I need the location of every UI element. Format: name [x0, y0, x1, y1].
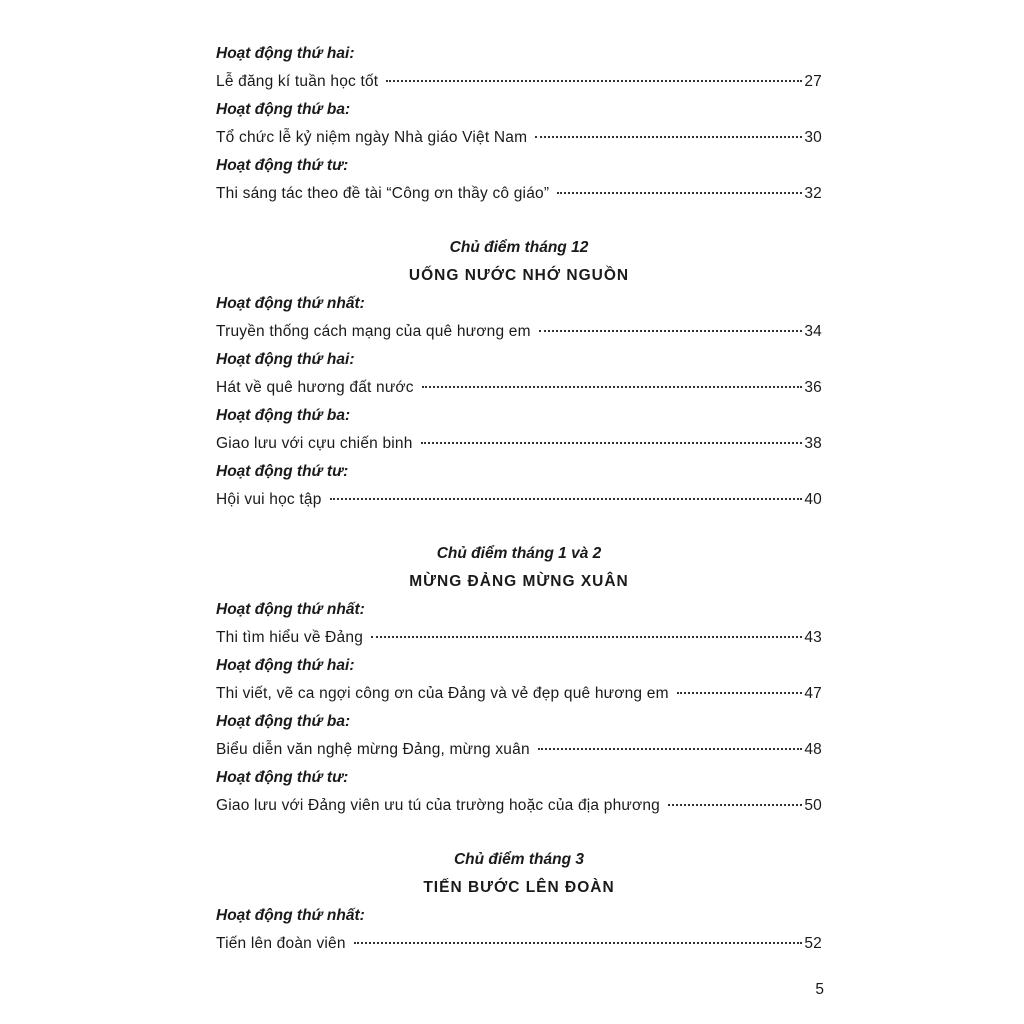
dot-leader — [539, 330, 803, 332]
activity-label: Hoạt động thứ tư: — [216, 157, 349, 174]
entry-title: Truyền thống cách mạng của quê hương em — [216, 323, 531, 340]
entry-page-number: 40 — [804, 491, 822, 508]
toc-intro-group — [216, 40, 822, 208]
entry-page-number: 36 — [804, 379, 822, 396]
entry-title: Giao lưu với cựu chiến binh — [216, 435, 413, 452]
activity-label: Hoạt động thứ hai: — [216, 351, 355, 368]
toc-entry[interactable] — [216, 736, 822, 764]
entry-page-number: 30 — [804, 129, 822, 146]
dot-leader — [422, 386, 803, 388]
toc-section-january-february — [216, 540, 822, 820]
toc-entry[interactable] — [216, 792, 822, 820]
toc-item — [216, 346, 822, 402]
dot-leader — [386, 80, 802, 82]
dot-leader — [354, 942, 803, 944]
entry-title: Giao lưu với Đảng viên ưu tú của trường hoặc của địa phương — [216, 797, 660, 814]
toc-item — [216, 152, 822, 208]
toc-section-december — [216, 234, 822, 514]
toc-entry[interactable] — [216, 68, 822, 96]
section-heading: Chủ điểm tháng 12 — [449, 239, 589, 256]
section-heading: Chủ điểm tháng 1 và 2 — [436, 545, 602, 562]
section-title: MỪNG ĐẢNG MỪNG XUÂN — [409, 573, 629, 590]
toc-item — [216, 708, 822, 764]
activity-label: Hoạt động thứ tư: — [216, 769, 349, 786]
section-header — [216, 846, 822, 902]
section-header — [216, 540, 822, 596]
entry-page-number: 38 — [804, 435, 822, 452]
toc-entry[interactable] — [216, 430, 822, 458]
activity-label: Hoạt động thứ hai: — [216, 45, 355, 62]
entry-title: Hát về quê hương đất nước — [216, 379, 414, 396]
toc-entry[interactable] — [216, 318, 822, 346]
toc-item — [216, 596, 822, 652]
toc-entry[interactable] — [216, 930, 822, 958]
activity-label: Hoạt động thứ nhất: — [216, 907, 365, 924]
activity-label: Hoạt động thứ nhất: — [216, 295, 365, 312]
entry-page-number: 48 — [804, 741, 822, 758]
entry-page-number: 43 — [804, 629, 822, 646]
spacer — [216, 820, 822, 846]
toc-item — [216, 290, 822, 346]
section-title: TIẾN BƯỚC LÊN ĐOÀN — [423, 879, 615, 896]
entry-title: Thi sáng tác theo đề tài “Công ơn thầy cô giáo” — [216, 185, 550, 202]
toc-item — [216, 902, 822, 958]
entry-title: Tổ chức lễ kỷ niệm ngày Nhà giáo Việt Nam — [216, 129, 528, 146]
toc-item — [216, 764, 822, 820]
dot-leader — [538, 748, 803, 750]
toc-entry[interactable] — [216, 680, 822, 708]
toc-item — [216, 96, 822, 152]
spacer — [216, 514, 822, 540]
entry-page-number: 50 — [804, 797, 822, 814]
toc-item — [216, 458, 822, 514]
dot-leader — [668, 804, 802, 806]
toc-item — [216, 402, 822, 458]
dot-leader — [535, 136, 802, 138]
toc-entry[interactable] — [216, 180, 822, 208]
entry-page-number: 34 — [804, 323, 822, 340]
activity-label: Hoạt động thứ tư: — [216, 463, 349, 480]
entry-title: Thi viết, vẽ ca ngợi công ơn của Đảng và vẻ đẹp quê hương em — [216, 685, 669, 702]
page-number: 5 — [815, 981, 824, 998]
toc-item — [216, 652, 822, 708]
entry-page-number: 27 — [804, 73, 822, 90]
toc-entry[interactable] — [216, 374, 822, 402]
entry-title: Biểu diễn văn nghệ mừng Đảng, mừng xuân — [216, 741, 530, 758]
toc-entry[interactable] — [216, 486, 822, 514]
entry-page-number: 47 — [804, 685, 822, 702]
toc-entry[interactable] — [216, 624, 822, 652]
dot-leader — [421, 442, 803, 444]
dot-leader — [330, 498, 803, 500]
dot-leader — [557, 192, 802, 194]
toc-entry[interactable] — [216, 124, 822, 152]
section-header — [216, 234, 822, 290]
section-heading: Chủ điểm tháng 3 — [453, 851, 585, 868]
activity-label: Hoạt động thứ ba: — [216, 101, 351, 118]
entry-page-number: 52 — [804, 935, 822, 952]
activity-label: Hoạt động thứ nhất: — [216, 601, 365, 618]
entry-page-number: 32 — [804, 185, 822, 202]
entry-title: Hội vui học tập — [216, 491, 322, 508]
entry-title: Thi tìm hiểu về Đảng — [216, 629, 364, 646]
entry-title: Tiến lên đoàn viên — [216, 935, 346, 952]
toc-section-march — [216, 846, 822, 958]
activity-label: Hoạt động thứ ba: — [216, 407, 351, 424]
table-of-contents — [216, 40, 822, 958]
activity-label: Hoạt động thứ ba: — [216, 713, 351, 730]
activity-label: Hoạt động thứ hai: — [216, 657, 355, 674]
spacer — [216, 208, 822, 234]
entry-title: Lễ đăng kí tuần học tốt — [216, 73, 379, 90]
toc-item — [216, 40, 822, 96]
dot-leader — [371, 636, 802, 638]
dot-leader — [677, 692, 803, 694]
section-title: UỐNG NƯỚC NHỚ NGUỒN — [408, 267, 630, 284]
